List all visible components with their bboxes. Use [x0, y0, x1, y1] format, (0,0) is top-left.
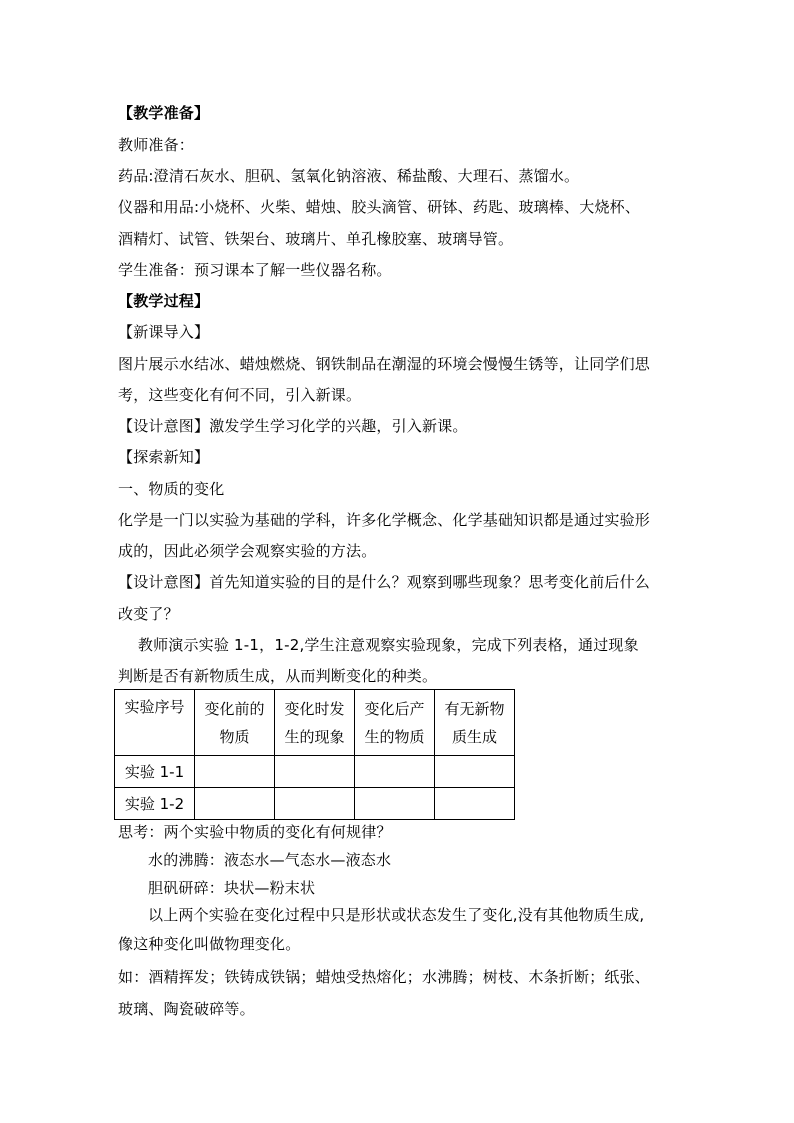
text-line: 以上两个实验在变化过程中只是形状或状态发生了变化,没有其他物质生成,	[148, 906, 645, 924]
table-header-cell	[195, 690, 275, 756]
heading-new-lesson: 【新课导入】	[118, 323, 210, 341]
table-row	[115, 756, 515, 788]
table-cell[interactable]	[195, 788, 275, 820]
table-header-cell	[115, 690, 195, 756]
header-text: 有无新物	[444, 699, 505, 718]
text-line: 教师演示实验 1-1，1-2,学生注意观察实验现象，完成下列表格，通过现象	[118, 636, 639, 654]
table-cell[interactable]	[435, 756, 515, 788]
text-line: 水的沸腾：液态水—气态水—液态水	[148, 851, 392, 869]
text-line: 教师准备：	[118, 136, 195, 154]
table-row	[115, 788, 515, 820]
header-text: 变化时发	[284, 699, 345, 718]
table-cell[interactable]	[355, 788, 435, 820]
section-title: 一、物质的变化	[118, 480, 225, 498]
header-text: 生的物质	[364, 727, 425, 746]
table-header-row	[115, 690, 515, 756]
text-line: 【设计意图】首先知道实验的目的是什么？观察到哪些现象？思考变化前后什么	[118, 573, 651, 591]
table-cell[interactable]	[195, 756, 275, 788]
text-line: 如：酒精挥发；铁铸成铁锅；蜡烛受热熔化；水沸腾；树枝、木条折断；纸张、	[118, 968, 651, 986]
heading-teaching-process: 【教学过程】	[118, 292, 210, 310]
text-line: 成的，因此必须学会观察实验的方法。	[118, 542, 377, 560]
text-line: 胆矾研碎：块状—粉末状	[148, 879, 316, 897]
heading-explore: 【探索新知】	[118, 448, 210, 466]
table-cell: 实验 1-1	[115, 756, 195, 788]
text-line: 思考：两个实验中物质的变化有何规律？	[118, 823, 392, 841]
table-cell: 实验 1-2	[115, 788, 195, 820]
header-text: 生的现象	[284, 727, 345, 746]
text-line: 化学是一门以实验为基础的学科，许多化学概念、化学基础知识都是通过实验形	[118, 511, 651, 529]
header-text: 物质	[219, 727, 250, 746]
header-text: 质生成	[451, 727, 497, 746]
table-cell[interactable]	[275, 756, 355, 788]
text-line: 改变了？	[118, 605, 179, 623]
header-text: 变化前的	[204, 699, 265, 718]
table-cell[interactable]	[275, 788, 355, 820]
table-header-cell	[435, 690, 515, 756]
text-line: 玻璃、陶瓷破碎等。	[118, 1000, 255, 1018]
heading-teaching-prep: 【教学准备】	[118, 104, 210, 122]
text-line: 药品:澄清石灰水、胆矾、氢氧化钠溶液、稀盐酸、大理石、蒸馏水。	[118, 167, 580, 185]
text-line: 考，这些变化有何不同，引入新课。	[118, 386, 362, 404]
table-header-cell	[355, 690, 435, 756]
text-line: 酒精灯、试管、铁架台、玻璃片、单孔橡胶塞、玻璃导管。	[118, 230, 514, 248]
experiment-table	[114, 689, 515, 820]
header-text: 变化后产	[364, 699, 425, 718]
text-line: 学生准备：预习课本了解一些仪器名称。	[118, 261, 392, 279]
text-line: 判断是否有新物质生成，从而判断变化的种类。	[118, 667, 438, 685]
text-line: 图片展示水结冰、蜡烛燃烧、钢铁制品在潮湿的环境会慢慢生锈等，让同学们思	[118, 355, 651, 373]
header-text: 实验序号	[124, 698, 185, 716]
table-cell[interactable]	[355, 756, 435, 788]
text-line: 【设计意图】激发学生学习化学的兴趣，引入新课。	[118, 417, 468, 435]
text-line: 像这种变化叫做物理变化。	[118, 935, 301, 953]
table-cell[interactable]	[435, 788, 515, 820]
text-line: 仪器和用品:小烧杯、火柴、蜡烛、胶头滴管、研钵、药匙、玻璃棒、大烧杯、	[118, 198, 641, 216]
table-header-cell	[275, 690, 355, 756]
